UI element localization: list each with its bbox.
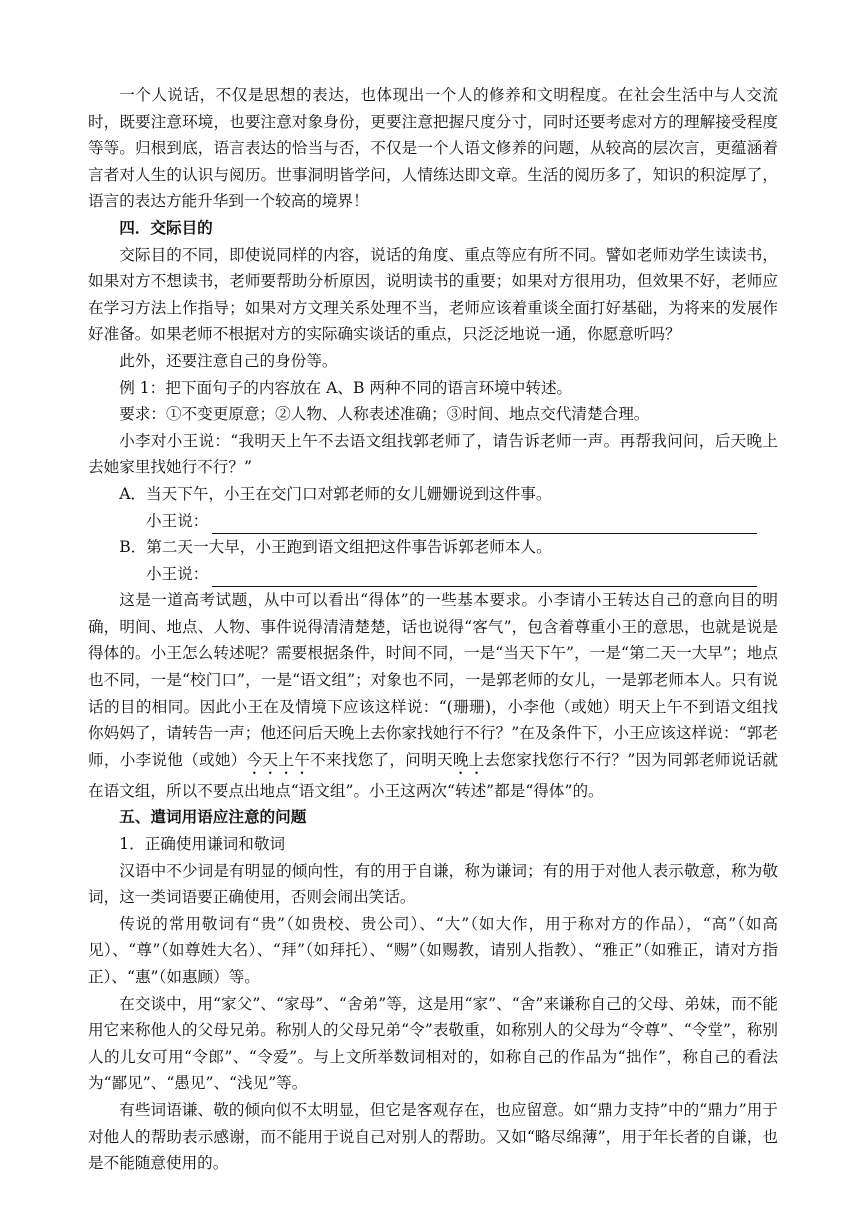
analysis-text-1: 这是一道高考试题，从中可以看出“得体”的一些基本要求。小李请小王转达自己的意向目的明确，明间、地点、人物、事件说得清清楚楚，话也说得“客气”，包含着尊重小王的意思，也就是说是得体的。小王怎么转述呢？需要根据条件，时间不同，一是“当天下午”，一是“第二天一大早”；地点也不同，一是“校门口”，一是“语文组”；对象也不同，一是郭老师的女儿，一是郭老师本人。只有说话的目的相同。因此小王在及情境下应该这样说：“(珊珊)，小李他（或她）明天上午不到语文组找你妈妈了，请转告一声；他还问后天晚上去你家找她行不行？”在及条件下，小王应该这样说：“郭老师，小李说他（或她） [88, 591, 778, 769]
document-page [88, 82, 778, 1177]
paragraph-honorifics: 传说的常用敬词有“贵”（如贵校、贵公司）、“大”（如大作，用于称对方的作品），“高”（如高见）、“尊”（如尊姓大名）、“拜”（如拜托）、“赐”（如赐教，请别人指教）、“雅正”（如雅正，请对方指正）、“惠”（如惠顾）等。 [88, 914, 778, 986]
subheading-1: 1．正确使用谦词和敬词 [119, 835, 286, 854]
answer-line-a [88, 508, 778, 535]
analysis-text-2: 不来找您了，问明天 [310, 750, 453, 769]
section-heading-5: 五、遣词用语应注意的问题 [119, 808, 307, 827]
paragraph-family-terms: 在交谈中，用“家父”、“家母”、“舍弟”等，这是用“家”、“舍”来谦称自己的父母、弟妹，而不能用它来称他人的父母兄弟。称别人的父母兄弟“令”表敬重，如称别人的父母为“令尊”、“令堂”，称别人的儿女可用“令郎”、“令爱”。与上文所举数词相对的，如称自己的作品为“拙作”，称自己的看法为“鄙见”、“愚见”、“浅见”等。 [88, 994, 778, 1093]
paragraph-subtle-terms: 有些词语谦、敬的倾向似不太明显，但它是客观存在，也应留意。如“鼎力支持”中的“鼎力”用于对他人的帮助表示感谢，而不能用于说自己对别人的帮助。又如“略尽绵薄”，用于年长者的自谦，也是不能随意使用的。 [88, 1100, 778, 1173]
paragraph-requirements: 要求：①不变更原意；②人物、人称表述准确；③时间、地点交代清楚合理。 [119, 405, 650, 424]
paragraph-analysis [88, 587, 778, 804]
fill-blank-a[interactable] [212, 515, 757, 534]
option-b: B．第二天一大早，小王跑到语文组把这件事告诉郭老师本人。 [119, 538, 552, 557]
fill-blank-b[interactable] [212, 568, 757, 587]
answer-label-a: 小王说： [146, 511, 209, 530]
paragraph-purpose: 交际目的不同，即使说同样的内容，说话的角度、重点等应有所不同。譬如老师劝学生读读书，如果对方不想读书，老师要帮助分析原因，说明读书的重要；如果对方很用功，但效果不好，老师应在学习方法上作指导；如果对方文理关系处理不当，老师应该着重谈全面打好基础，为将来的发展作好准备。如果老师不根据对方的实际确实谈话的重点，只泛泛地说一通，你愿意听吗？ [88, 245, 778, 344]
paragraph-intro: 一个人说话，不仅是思想的表达，也体现出一个人的修养和文明程度。在社会生活中与人交流时，既要注意环境，也要注意对象身份，更要注意把握尺度分寸，同时还要考虑对方的理解接受程度等等。归根到底，语言表达的恰当与否，不仅是一个人语文修养的问题，从较高的层次言，更蕴涵着言者对人生的认识与阅历。世事洞明皆学问，人情练达即文章。生活的阅历多了，知识的积淀厚了，语言的表达方能升华到一个较高的境界！ [88, 86, 778, 211]
emphasis-dots-2: 晚上 [452, 750, 485, 769]
section-heading-4: 四．交际目的 [119, 218, 213, 237]
paragraph-example: 例 1：把下面句子的内容放在 A、B 两种不同的语言环境中转述。 [119, 378, 573, 397]
option-a: A．当天下午，小王在交门口对郭老师的女儿姗姗说到这件事。 [119, 484, 552, 503]
answer-line-b [88, 561, 778, 588]
analysis-text-3: 去您家找您行不行？”因为同郭老师说话就在语文组，所以不要点出地点“语文组”。小王这两次“转述”都是“得体”的。 [88, 750, 778, 800]
answer-label-b: 小王说： [146, 564, 209, 583]
paragraph-quote: 小李对小王说：“我明天上午不去语文组找郭老师了，请告诉老师一声。再帮我问问，后天晚上去她家里找她行不行？” [88, 431, 778, 477]
emphasis-dots-1: 今天上午 [246, 750, 311, 769]
paragraph-humble-words: 汉语中不少词是有明显的倾向性，有的用于自谦，称为谦词；有的用于对他人表示敬意，称为敬词，这一类词语要正确使用，否则会闹出笑话。 [88, 861, 778, 907]
paragraph-identity: 此外，还要注意自己的身份等。 [119, 351, 338, 370]
